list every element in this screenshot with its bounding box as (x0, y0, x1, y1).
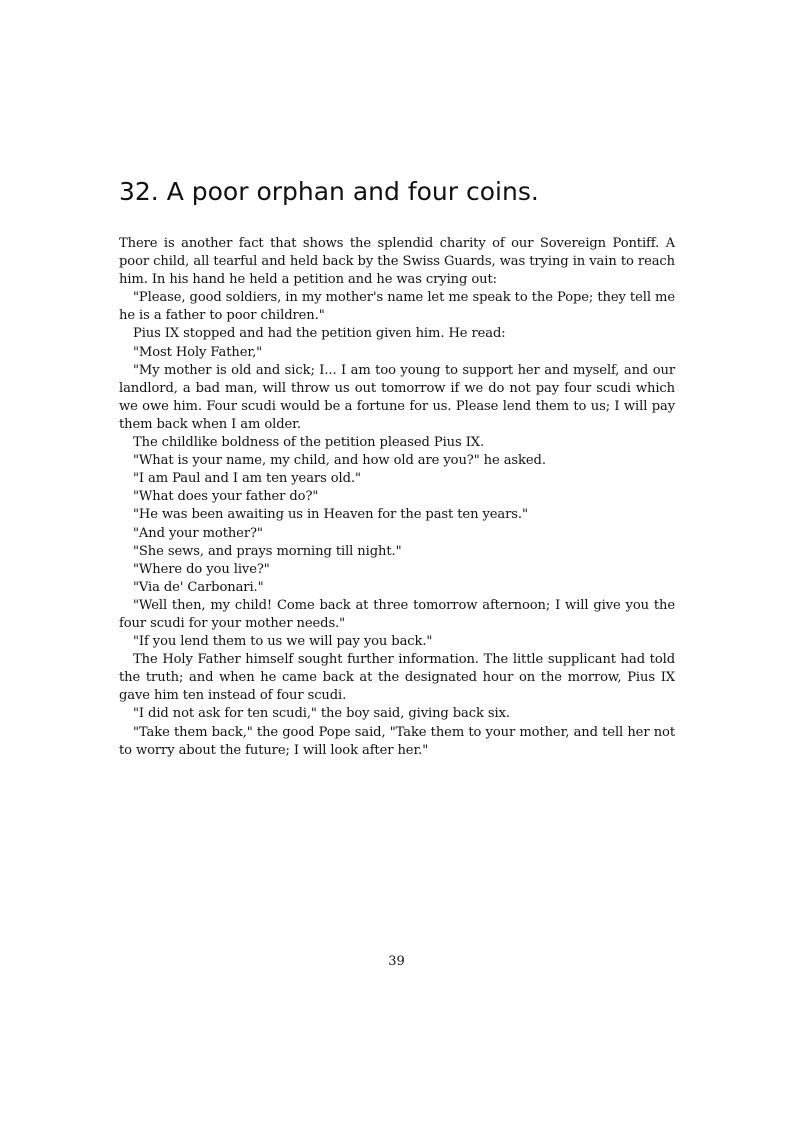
paragraph: "Via de' Carbonari." (133, 579, 264, 595)
paragraph: "Where do you live?" (133, 561, 270, 577)
paragraph: "She sews, and prays morning till night." (133, 543, 402, 559)
paragraph: "He was been awaiting us in Heaven for the past ten years." (133, 507, 528, 523)
paragraph: There is another fact that shows the splendid charity of our Sovereign Pontiff. A poor child, all tearful and held back by the Swiss Guards, was trying in vain to reach him. In his hand he held a petition and he was crying out: (119, 236, 675, 288)
page-number: 39 (388, 954, 405, 969)
paragraph: "My mother is old and sick; I... I am too young to support her and myself, and our landlord, a bad man, will throw us out tomorrow if we do not pay four scudi which we owe him. Four scudi would be a fortune for us. Please lend them to us; I will pay them back when I am older. (119, 362, 675, 432)
paragraph: "What does your father do?" (133, 489, 319, 505)
chapter-body (119, 235, 675, 760)
paragraph: "What is your name, my child, and how old are you?" he asked. (133, 453, 546, 469)
paragraph: "And your mother?" (133, 525, 263, 541)
paragraph: "Most Holy Father," (133, 344, 263, 360)
paragraph: "Take them back," the good Pope said, "Take them to your mother, and tell her not to worry about the future; I will look after her." (119, 724, 675, 758)
paragraph: "I am Paul and I am ten years old." (133, 471, 361, 487)
paragraph: The childlike boldness of the petition pleased Pius IX. (133, 435, 485, 451)
paragraph: "Please, good soldiers, in my mother's name let me speak to the Pope; they tell me he is a father to poor children." (119, 290, 675, 324)
chapter-title: 32. A poor orphan and four coins. (119, 177, 539, 206)
paragraph: "Well then, my child! Come back at three tomorrow afternoon; I will give you the four scudi for your mother needs." (119, 597, 675, 631)
paragraph: "If you lend them to us we will pay you back." (133, 634, 433, 650)
paragraph: "I did not ask for ten scudi," the boy said, giving back six. (133, 706, 510, 722)
paragraph: Pius IX stopped and had the petition given him. He read: (133, 326, 506, 342)
paragraph: The Holy Father himself sought further information. The little supplicant had told the truth; and when he came back at the designated hour on the morrow, Pius IX gave him ten instead of four scudi. (119, 652, 675, 704)
